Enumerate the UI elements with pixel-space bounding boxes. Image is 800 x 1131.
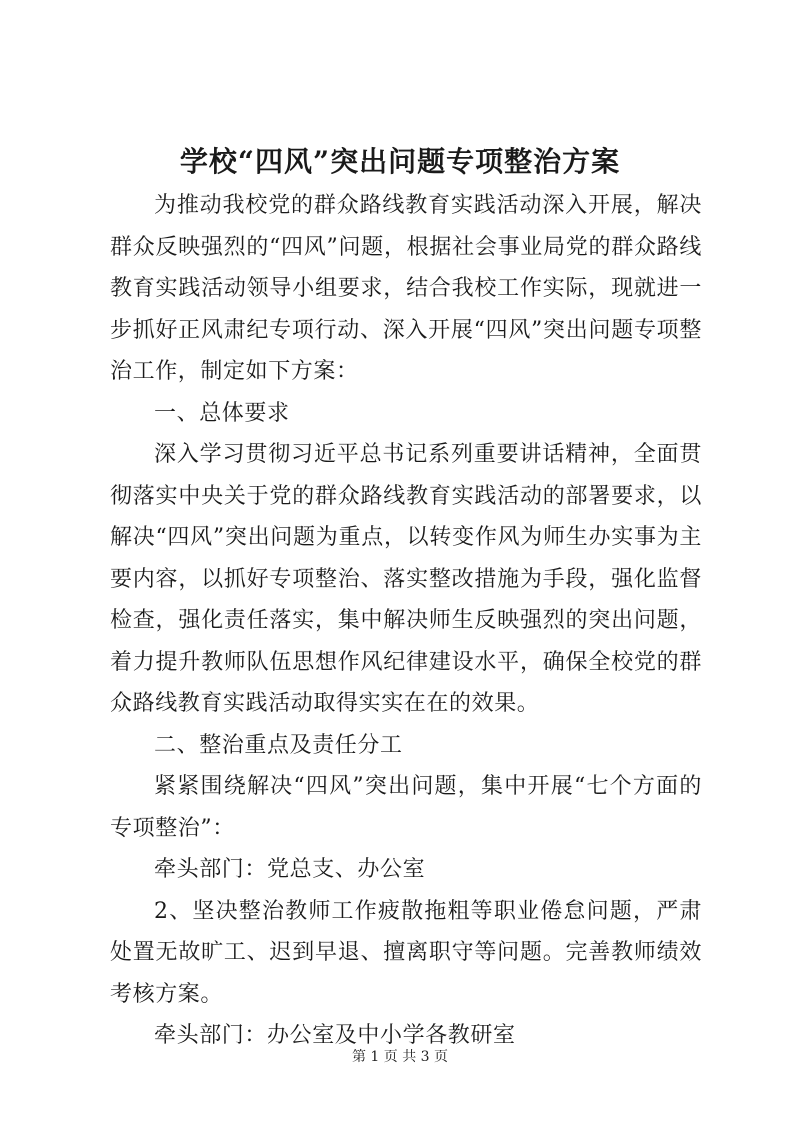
section-heading-general-requirements: 一、总体要求 <box>154 400 290 426</box>
intro-paragraph: 为推动我校党的群众路线教育实践活动深入开展，解决群众反映强烈的“四风”问题，根据社会事业局党的群众路线教育实践活动领导小组要求，结合我校工作实际，现就进一步抓好正风肃纪专项行动、深入开展“四风”突出问题专项整治工作，制定如下方案： <box>110 193 702 384</box>
section-heading-rectification-focus: 二、整治重点及责任分工 <box>154 732 403 758</box>
general-requirements-paragraph: 深入学习贯彻习近平总书记系列重要讲话精神，全面贯彻落实中央关于党的群众路线教育实践活动的部署要求，以解决“四风”突出问题为重点，以转变作风为师生办实事为主要内容，以抓好专项整治、落实整改措施为手段，强化监督检查，强化责任落实，集中解决师生反映强烈的突出问题，着力提升教师队伍思想作风纪律建设水平，确保全校党的群众路线教育实践活动取得实实在在的效果。 <box>110 442 702 716</box>
rectification-item-2: 2、坚决整治教师工作疲散拖粗等职业倦怠问题，严肃处置无故旷工、迟到早退、擅离职守等问题。完善教师绩效考核方案。 <box>110 898 702 1007</box>
page-footer: 第 1 页 共 3 页 <box>351 1049 449 1065</box>
document-title: 学校“四风”突出问题专项整治方案 <box>179 145 621 178</box>
rectification-overview-paragraph: 紧紧围绕解决“四风”突出问题，集中开展“七个方面的专项整治”： <box>110 774 702 841</box>
document-body <box>110 185 702 1057</box>
lead-department-line-2: 牵头部门：办公室及中小学各教研室 <box>154 1023 516 1048</box>
lead-department-line-1: 牵头部门：党总支、办公室 <box>154 857 426 882</box>
